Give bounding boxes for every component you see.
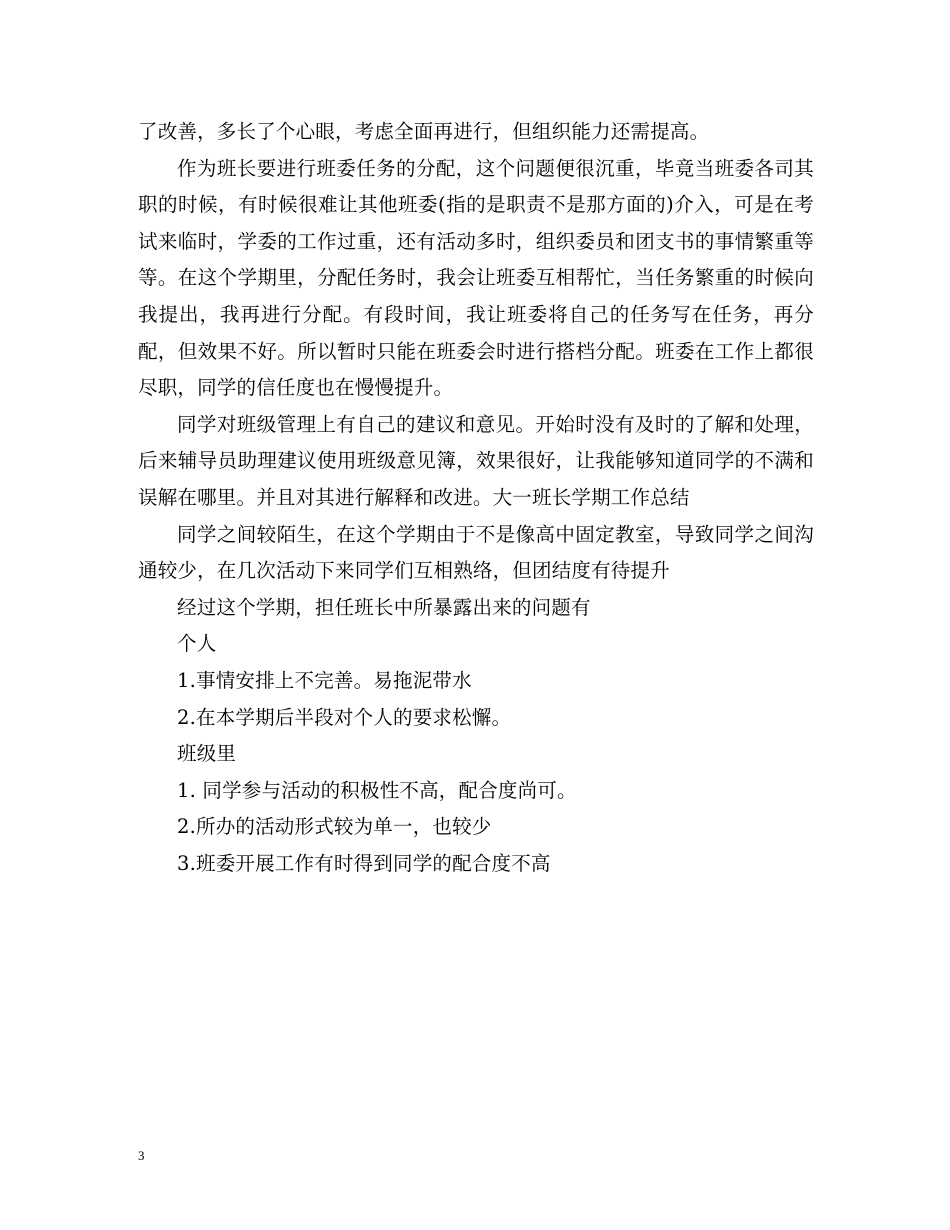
class-item: 3.班委开展工作有时得到同学的配合度不高 (177, 851, 551, 875)
class-item: 1. 同学参与活动的积极性不高，配合度尚可。 (177, 778, 577, 802)
personal-heading: 个人 (177, 632, 217, 656)
paragraph-continuation: 了改善，多长了个心眼，考虑全面再进行，但组织能力还需提高。 (138, 120, 710, 143)
page-number: 3 (138, 1148, 145, 1163)
personal-item: 1.事情安排上不完善。易拖泥带水 (177, 668, 472, 692)
paragraph-task-allocation: 作为班长要进行班委任务的分配，这个问题便很沉重，毕竟当班委各司其职的时候，有时候很难让其他班委(指的是职责不是那方面的)介入，可是在考试来临时，学委的工作过重，还有活动多时，组织委员和团支书的事情繁重等等。在这个学期里，分配任务时，我会让班委互相帮忙，当任务繁重的时候向我提出，我再进行分配。有段时间，我让班委将自己的任务写在任务，再分配，但效果不好。所以暂时只能在班委会时进行搭档分配。班委在工作上都很尽职，同学的信任度也在慢慢提升。 (138, 156, 814, 400)
paragraph-classmate-relations: 同学之间较陌生，在这个学期由于不是像高中固定教室，导致同学之间沟通较少，在几次活动下来同学们互相熟络，但团结度有待提升 (138, 522, 814, 583)
class-heading: 班级里 (177, 742, 237, 766)
personal-item: 2.在本学期后半段对个人的要求松懈。 (177, 705, 512, 729)
document-body (138, 114, 814, 882)
paragraph-class-suggestions: 同学对班级管理上有自己的建议和意见。开始时没有及时的了解和处理，后来辅导员助理建议使用班级意见簿，效果很好，让我能够知道同学的不满和误解在哪里。并且对其进行解释和改进。大一班长学期工作总结 (138, 412, 814, 509)
class-item: 2.所办的活动形式较为单一，也较少 (177, 815, 492, 839)
problems-intro: 经过这个学期，担任班长中所暴露出来的问题有 (177, 595, 591, 619)
